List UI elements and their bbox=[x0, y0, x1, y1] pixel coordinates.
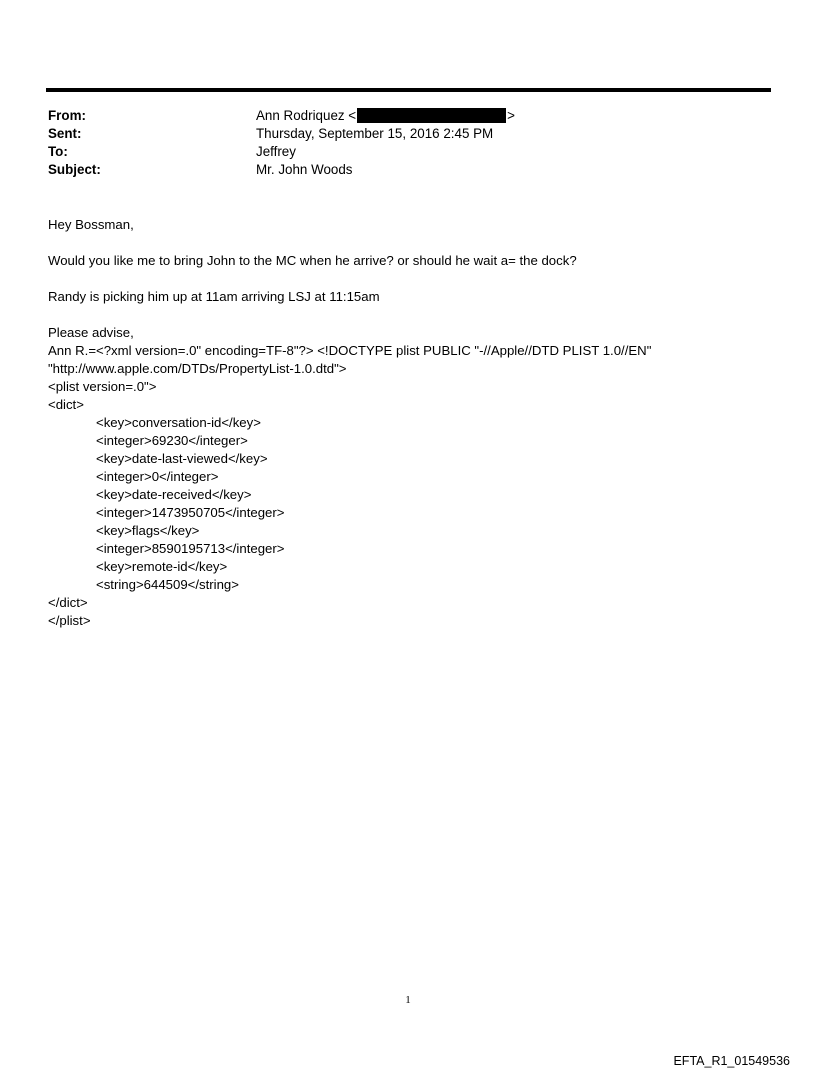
from-label: From: bbox=[48, 108, 86, 123]
plist-open: <plist version=.0"> bbox=[48, 379, 157, 394]
from-value bbox=[256, 107, 768, 125]
sent-label: Sent: bbox=[48, 126, 82, 141]
dict-line: <key>date-last-viewed</key> bbox=[96, 451, 268, 466]
from-row bbox=[48, 107, 768, 125]
document-id: EFTA_R1_01549536 bbox=[673, 1054, 790, 1068]
dict-open: <dict> bbox=[48, 397, 84, 412]
body-line: Randy is picking him up at 11am arriving LSJ at 11:15am bbox=[48, 289, 380, 304]
dict-line: <integer>0</integer> bbox=[96, 469, 219, 484]
plist-close: </plist> bbox=[48, 613, 91, 628]
dict-line: <key>flags</key> bbox=[96, 523, 200, 538]
sent-value: Thursday, September 15, 2016 2:45 PM bbox=[256, 126, 494, 141]
page-number: 1 bbox=[405, 994, 411, 1006]
dict-line: <integer>8590195713</integer> bbox=[96, 541, 285, 556]
from-close: > bbox=[507, 108, 515, 123]
body-line: Would you like me to bring John to the MC when he arrive? or should he wait a= the dock? bbox=[48, 253, 577, 268]
email-body bbox=[48, 216, 768, 630]
body-line: Ann R.=<?xml version=.0" encoding=TF-8"?> <!DOCTYPE plist PUBLIC "-//Apple//DTD PLIST 1.0//EN" bbox=[48, 343, 652, 358]
subject-label: Subject: bbox=[48, 162, 101, 177]
subject-row bbox=[48, 161, 768, 179]
sent-row bbox=[48, 125, 768, 143]
greeting: Hey Bossman, bbox=[48, 217, 134, 232]
redaction-box bbox=[357, 108, 506, 123]
email-header bbox=[48, 107, 768, 179]
dict-line: <key>remote-id</key> bbox=[96, 559, 228, 574]
body-line: Please advise, bbox=[48, 325, 134, 340]
dict-line: <key>date-received</key> bbox=[96, 487, 252, 502]
dict-line: <key>conversation-id</key> bbox=[96, 415, 261, 430]
to-label: To: bbox=[48, 144, 68, 159]
dict-line: <integer>1473950705</integer> bbox=[96, 505, 285, 520]
body-line: "http://www.apple.com/DTDs/PropertyList-1.0.dtd"> bbox=[48, 361, 347, 376]
dict-line: <string>644509</string> bbox=[96, 577, 239, 592]
dict-close: </dict> bbox=[48, 595, 88, 610]
header-divider bbox=[46, 88, 771, 92]
dict-line: <integer>69230</integer> bbox=[96, 433, 248, 448]
to-value: Jeffrey bbox=[256, 144, 296, 159]
to-row bbox=[48, 143, 768, 161]
from-name: Ann Rodriquez < bbox=[256, 108, 357, 123]
subject-value: Mr. John Woods bbox=[256, 162, 353, 177]
